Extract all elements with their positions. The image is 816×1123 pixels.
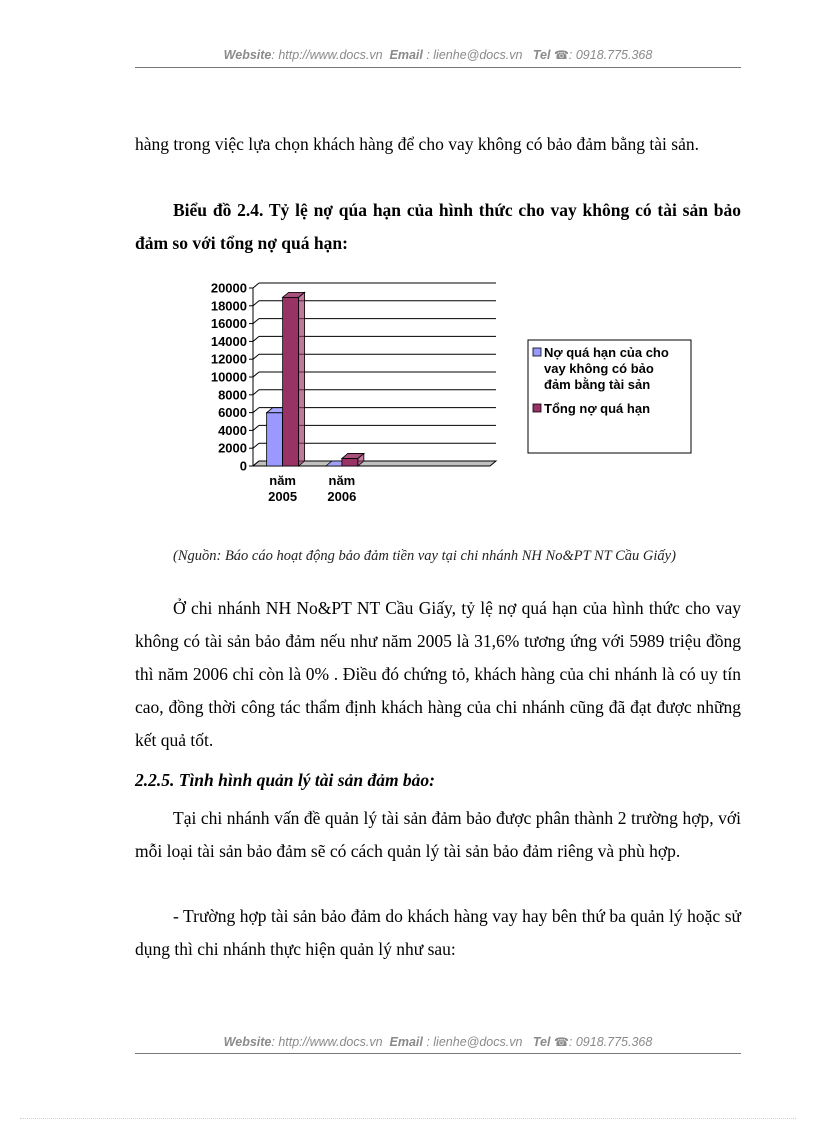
y-tick-label: 18000 bbox=[210, 298, 247, 314]
header-rule bbox=[135, 67, 741, 68]
telephone-icon: ☎ bbox=[553, 48, 569, 62]
grid-diagonal bbox=[253, 390, 259, 395]
footer-tel-value: : 0918.775.368 bbox=[568, 1035, 653, 1049]
y-tick-label: 16000 bbox=[210, 316, 247, 332]
grid-diagonal bbox=[253, 354, 259, 359]
legend-label: Nợ quá hạn của cho bbox=[544, 345, 669, 360]
tel-label: Tel bbox=[532, 48, 551, 62]
email-value: : lienhe@docs.vn bbox=[422, 48, 523, 62]
website-label: Website bbox=[223, 48, 272, 62]
page-header bbox=[135, 48, 741, 62]
paragraph-intro: hàng trong việc lựa chọn khách hàng để cho vay không có bảo đảm bằng tài sản. bbox=[135, 134, 699, 154]
footer-rule bbox=[135, 1053, 741, 1054]
y-tick-label: 4000 bbox=[218, 422, 247, 438]
chart-caption: Biểu đồ 2.4. Tỷ lệ nợ qúa hạn của hình thức cho vay không có tài sản bảo đảm so với tổng nợ quá hạn: bbox=[135, 200, 741, 253]
grid-diagonal bbox=[253, 408, 259, 413]
y-tick-label: 14000 bbox=[210, 333, 247, 349]
paragraph-case: - Trường hợp tài sản bảo đảm do khách hàng vay hay bên thứ ba quản lý hoặc sử dụng thì chi nhánh thực hiện quản lý như sau: bbox=[135, 906, 741, 959]
x-tick-label: 2005 bbox=[268, 489, 298, 504]
page-edge bbox=[20, 1118, 796, 1119]
y-tick-label: 20000 bbox=[210, 280, 247, 296]
website-value: : http://www.docs.vn bbox=[271, 48, 383, 62]
footer-email-label: Email bbox=[389, 1035, 423, 1049]
bar bbox=[267, 413, 283, 466]
email-label: Email bbox=[389, 48, 423, 62]
grid-diagonal bbox=[253, 372, 259, 377]
footer-website-value: : http://www.docs.vn bbox=[271, 1035, 383, 1049]
footer-email-value: : lienhe@docs.vn bbox=[422, 1035, 523, 1049]
paragraph-management: Tại chi nhánh vấn đề quản lý tài sản đảm bảo được phân thành 2 trường hợp, với mỗi loại tài sản bảo đảm sẽ có cách quản lý tài sản bảo đảm riêng và phù hợp. bbox=[135, 808, 741, 861]
grid-diagonal bbox=[253, 283, 259, 288]
y-tick-label: 6000 bbox=[218, 405, 247, 421]
page-footer bbox=[135, 1035, 741, 1049]
footer-website-label: Website bbox=[223, 1035, 272, 1049]
bar-chart bbox=[195, 280, 695, 520]
tel-value: : 0918.775.368 bbox=[568, 48, 653, 62]
y-tick-label: 12000 bbox=[210, 351, 247, 367]
y-tick-label: 8000 bbox=[218, 387, 247, 403]
footer-telephone-icon: ☎ bbox=[553, 1035, 569, 1049]
x-tick-label: 2006 bbox=[327, 489, 357, 504]
legend-swatch bbox=[533, 404, 541, 412]
grid-diagonal bbox=[253, 301, 259, 306]
grid-diagonal bbox=[253, 336, 259, 341]
legend-label: đảm bằng tài sản bbox=[544, 377, 651, 392]
grid-diagonal bbox=[253, 425, 259, 430]
grid-diagonal bbox=[253, 443, 259, 448]
source-note: (Nguồn: Báo cáo hoạt động bảo đảm tiền vay tại chi nhánh NH No&PT NT Cầu Giấy) bbox=[173, 548, 676, 564]
bar bbox=[283, 297, 299, 466]
bar bbox=[342, 458, 358, 466]
x-tick-label: năm bbox=[328, 473, 356, 488]
x-tick-label: năm bbox=[269, 473, 296, 488]
legend-label: vay không có bảo bbox=[544, 361, 654, 376]
legend-swatch bbox=[533, 348, 541, 356]
footer-tel-label: Tel bbox=[532, 1035, 551, 1049]
section-heading: 2.2.5. Tình hình quản lý tài sản đảm bảo: bbox=[135, 770, 436, 790]
paragraph-analysis: Ở chi nhánh NH No&PT NT Cầu Giấy, tỷ lệ nợ quá hạn của hình thức cho vay không có tài sản bảo đảm nếu như năm 2005 là 31,6% tương ứng với 5989 triệu đồng thì năm 2006 chỉ còn là 0% . Điều đó chứng tỏ, khách hàng của chi nhánh là có uy tín cao, đồng thời công tác thẩm định khách hàng của chi nhánh cũng đã đạt được những kết quả tốt. bbox=[135, 598, 741, 750]
y-tick-label: 10000 bbox=[210, 369, 247, 385]
grid-diagonal bbox=[253, 319, 259, 324]
y-tick-label: 2000 bbox=[218, 440, 247, 456]
bar-side bbox=[299, 292, 305, 466]
y-tick-label: 0 bbox=[239, 458, 247, 474]
legend-label: Tổng nợ quá hạn bbox=[544, 401, 651, 416]
